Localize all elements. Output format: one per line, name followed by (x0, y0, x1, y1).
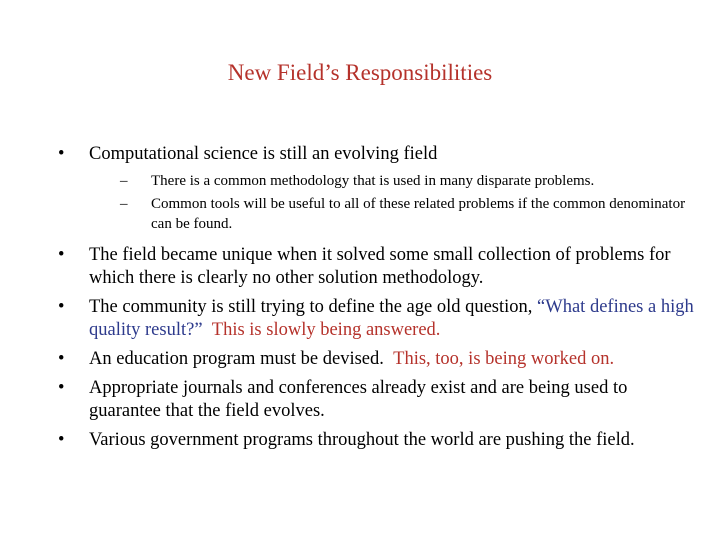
bullet-text: An education program must be devised. (89, 348, 384, 369)
bullet-item (58, 296, 698, 342)
bullet-text: Appropriate journals and conferences already exist and are being used to guarantee that the field evolves. (89, 377, 628, 421)
bullet-text: Computational science is still an evolving field (89, 144, 438, 164)
dash-glyph: – (120, 195, 128, 212)
bullet-glyph: • (58, 429, 65, 450)
dash-glyph: – (120, 173, 128, 189)
bullet-glyph: • (58, 144, 65, 164)
sub-item (120, 171, 698, 192)
sub-text: There is a common methodology that is used in many disparate problems. (151, 173, 595, 189)
bullet-glyph: • (58, 348, 65, 369)
bullet-text: Various government programs throughout the world are pushing the field. (89, 429, 635, 450)
slide-title: New Field’s Responsibilities (227, 60, 493, 85)
bullet-quote: “What defines a high quality result?” (89, 296, 694, 340)
bullet-glyph: • (58, 244, 65, 265)
bullet-answer: This, too, is being worked on. (393, 348, 615, 369)
bullet-text: The community is still trying to define the age old question, (89, 296, 538, 317)
bullet-answer: This is slowly being answered. (211, 319, 441, 340)
bullet-glyph: • (58, 296, 65, 317)
bullet-glyph: • (58, 377, 65, 398)
sub-text: Common tools will be useful to all of these related problems if the common denominator can be found. (151, 195, 686, 232)
sub-item (120, 194, 698, 235)
sub-list (120, 171, 698, 235)
bullet-item (58, 348, 698, 371)
bullet-text: The field became unique when it solved some small collection of problems for which there is clearly no other solution methodology. (89, 244, 671, 288)
slide-body (58, 143, 698, 452)
bullet-item (58, 143, 698, 235)
bullet-item (58, 244, 698, 290)
bullet-item (58, 429, 698, 452)
bullet-item (58, 377, 698, 423)
